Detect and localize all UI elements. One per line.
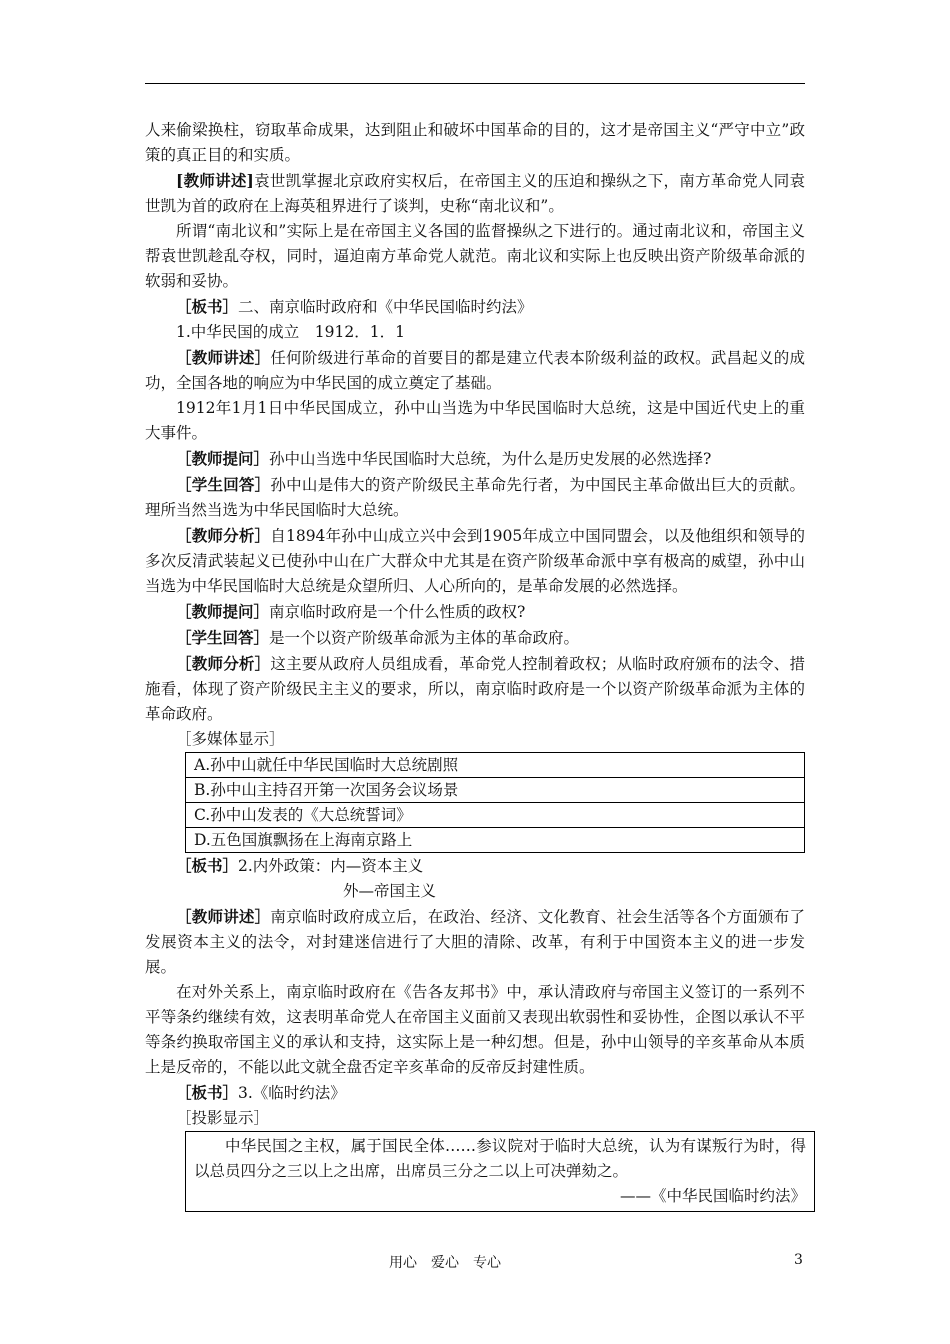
paragraph-text: 3.《临时约法》	[238, 1084, 346, 1102]
paragraph	[145, 651, 805, 727]
paragraph	[145, 599, 805, 625]
footer-motto: 用心 爱心 专心	[389, 1255, 501, 1271]
board-heading	[145, 1080, 805, 1106]
paragraph-text: 南京临时政府成立后，在政治、经济、文化教育、社会生活等各个方面颁布了发展资本主义的法令，对封建迷信进行了大胆的清除、改革，有利于中国资本主义的进一步发展。	[145, 908, 805, 976]
paragraph-text: 二、南京临时政府和《中华民国临时约法》	[238, 298, 533, 316]
role-tag: ［教师提问］	[176, 602, 270, 621]
paragraph-text: 是一个以资产阶级革命派为主体的革命政府。	[269, 629, 580, 647]
list-item: C.孙中山发表的《大总统誓词》	[186, 802, 804, 827]
role-tag: ［教师讲述］	[176, 907, 271, 926]
role-tag: ［学生回答］	[176, 628, 270, 647]
board-heading	[145, 294, 805, 320]
role-tag: ［学生回答］	[176, 475, 271, 494]
header-rule	[145, 83, 805, 84]
paragraph-text: 任何阶级进行革命的首要目的都是建立代表本阶级利益的政权。武昌起义的成功，全国各地的响应为中华民国的成立奠定了基础。	[145, 349, 805, 392]
quote-text: 中华民国之主权，属于国民全体……参议院对于临时大总统，认为有谋叛行为时，得以总员四分之三以上之出席，出席员三分之二以上可决弹劾之。	[194, 1137, 806, 1180]
projection-label: ［投影显示］	[176, 1109, 270, 1127]
page-content	[145, 118, 805, 1212]
paragraph-text: 南京临时政府是一个什么性质的政权?	[269, 603, 526, 621]
list-item: B.孙中山主持召开第一次国务会议场景	[186, 777, 804, 802]
list-item: D.五色国旗飘扬在上海南京路上	[186, 827, 804, 852]
board-heading	[145, 853, 805, 879]
multimedia-label: ［多媒体显示］	[176, 730, 285, 748]
role-tag: ［教师提问］	[176, 449, 270, 468]
page-number: 3	[794, 1252, 803, 1268]
paragraph-text: 孙中山是伟大的资产阶级民主革命先行者，为中国民主革命做出巨大的贡献。理所当然当选为中华民国临时大总统。	[145, 476, 805, 519]
paragraph-text: 自1894年孙中山成立兴中会到1905年成立中国同盟会，以及他组织和领导的多次反清武装起义已使孙中山在广大群众中尤其是在资产阶级革命派中享有极高的威望，孙中山当选为中华民国临时大总统是众望所归、人心所向的，是革命发展的必然选择。	[145, 527, 805, 595]
role-tag: ［教师讲述］	[176, 348, 271, 367]
list-item: A.孙中山就任中华民国临时大总统剧照	[194, 756, 459, 774]
role-tag: ［板书］	[176, 1083, 239, 1102]
quote-box	[185, 1131, 815, 1212]
paragraph	[145, 345, 805, 396]
paragraph: 人来偷梁换柱，窃取革命成果，达到阻止和破坏中国革命的目的，这才是帝国主义“严守中立”政策的真正目的和实质。	[145, 121, 805, 164]
role-tag: ［教师分析］	[176, 654, 271, 673]
role-tag: ［板书］	[176, 856, 239, 875]
paragraph	[145, 904, 805, 980]
paragraph: 在对外关系上，南京临时政府在《告各友邦书》中，承认清政府与帝国主义签订的一系列不平等条约继续有效，这表明革命党人在帝国主义面前又表现出软弱性和妥协性，企图以承认不平等条约换取帝国主义的承认和支持，这实际上是一种幻想。但是，孙中山领导的辛亥革命从本质上是反帝的，不能以此文就全盘否定辛亥革命的反帝反封建性质。	[145, 983, 805, 1076]
role-tag: ［板书］	[176, 297, 239, 316]
paragraph	[145, 625, 805, 651]
paragraph: 所谓“南北议和”实际上是在帝国主义各国的监督操纵之下进行的。通过南北议和，帝国主义帮袁世凯趁乱夺权，同时，逼迫南方革命党人就范。南北议和实际上也反映出资产阶级革命派的软弱和妥协。	[145, 222, 805, 290]
paragraph	[145, 168, 805, 219]
role-tag: ［教师分析］	[176, 526, 271, 545]
subheading: 1.中华民国的成立 1912．1．1	[176, 323, 405, 341]
paragraph	[145, 472, 805, 523]
paragraph-text: 这主要从政府人员组成看，革命党人控制着政权；从临时政府颁布的法令、措施看，体现了资产阶级民主主义的要求，所以，南京临时政府是一个以资产阶级革命派为主体的革命政府。	[145, 655, 805, 723]
paragraph-text: 袁世凯掌握北京政府实权后，在帝国主义的压迫和操纵之下，南方革命党人同袁世凯为首的政府在上海英租界进行了谈判，史称“南北议和”。	[145, 172, 805, 215]
paragraph: 1912年1月1日中华民国成立，孙中山当选为中华民国临时大总统，这是中国近代史上的重大事件。	[145, 399, 805, 442]
paragraph-text: 2.内外政策：内—资本主义	[238, 857, 424, 875]
quote-source: ——《中华民国临时约法》	[619, 1187, 806, 1205]
multimedia-box	[185, 752, 805, 853]
paragraph	[145, 523, 805, 599]
paragraph-text: 孙中山当选中华民国临时大总统，为什么是历史发展的必然选择?	[269, 450, 712, 468]
board-subline: 外—帝国主义	[343, 882, 437, 900]
paragraph	[145, 446, 805, 472]
role-tag: [教师讲述]	[176, 171, 254, 190]
